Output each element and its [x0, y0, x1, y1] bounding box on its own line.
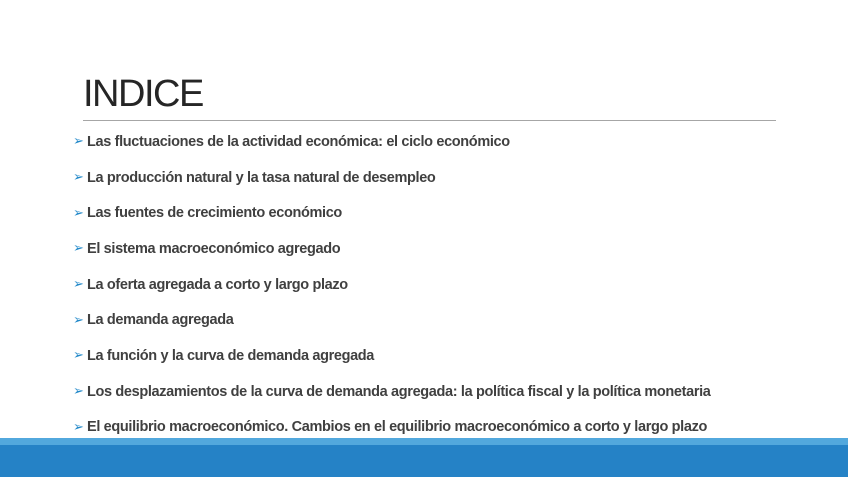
list-item	[73, 374, 711, 410]
list-item-text: Las fluctuaciones de la actividad económica: el ciclo económico	[87, 133, 510, 150]
footer-bar	[0, 445, 848, 477]
arrow-bullet-icon: ➢	[73, 205, 84, 221]
title-divider	[83, 120, 776, 121]
arrow-bullet-icon: ➢	[73, 170, 84, 186]
list-item-text: La oferta agregada a corto y largo plazo	[87, 276, 348, 293]
list-item	[73, 195, 711, 231]
index-list	[73, 124, 711, 445]
arrow-bullet-icon: ➢	[73, 419, 84, 435]
slide-title: INDICE	[83, 73, 203, 115]
arrow-bullet-icon: ➢	[73, 348, 84, 364]
arrow-bullet-icon: ➢	[73, 277, 84, 293]
list-item-text: La demanda agregada	[87, 312, 234, 329]
list-item	[73, 267, 711, 303]
arrow-bullet-icon: ➢	[73, 134, 84, 150]
arrow-bullet-icon: ➢	[73, 384, 84, 400]
footer-accent-stripe	[0, 438, 848, 445]
arrow-bullet-icon: ➢	[73, 312, 84, 328]
list-item	[73, 231, 711, 267]
arrow-bullet-icon: ➢	[73, 241, 84, 257]
list-item-text: El equilibrio macroeconómico. Cambios en el equilibrio macroeconómico a corto y largo plazo	[87, 419, 707, 436]
list-item	[73, 302, 711, 338]
list-item-text: La función y la curva de demanda agregada	[87, 347, 375, 364]
list-item-text: La producción natural y la tasa natural de desempleo	[87, 169, 436, 186]
list-item-text: Los desplazamientos de la curva de demanda agregada: la política fiscal y la política monetaria	[87, 383, 711, 400]
list-item	[73, 160, 711, 196]
list-item	[73, 124, 711, 160]
list-item	[73, 338, 711, 374]
list-item-text: El sistema macroeconómico agregado	[87, 240, 341, 257]
list-item-text: Las fuentes de crecimiento económico	[87, 205, 342, 222]
